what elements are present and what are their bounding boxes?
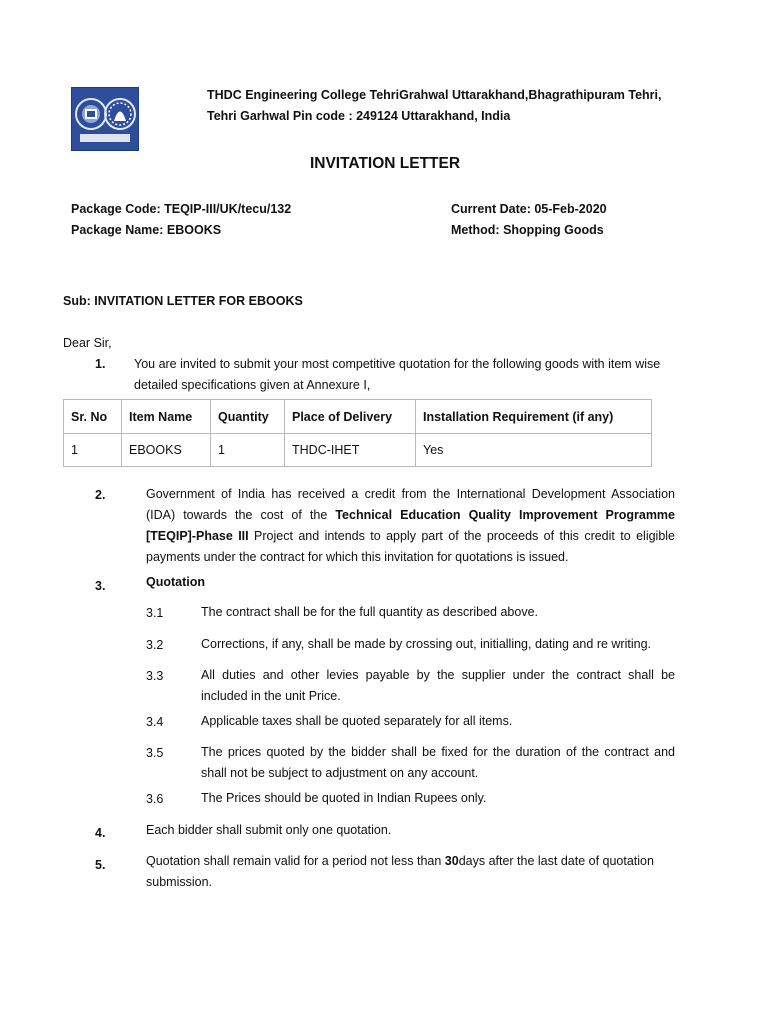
package-code: Package Code: TEQIP-III/UK/tecu/132 <box>71 202 292 216</box>
item-1-line-1: You are invited to submit your most competitive quotation for the following goods with item wise <box>134 357 661 371</box>
subitem-number: 3.6 <box>146 792 164 806</box>
item-number-2: 2. <box>95 488 106 502</box>
salutation: Dear Sir, <box>63 336 112 350</box>
item-number-1: 1. <box>95 357 106 371</box>
subject-line: Sub: INVITATION LETTER FOR EBOOKS <box>63 294 303 308</box>
column-header-place-of-delivery: Place of Delivery <box>285 400 416 434</box>
subitem-text: The Prices should be quoted in Indian Rupees only. <box>201 791 487 805</box>
package-name: Package Name: EBOOKS <box>71 223 222 237</box>
quotation-heading: Quotation <box>146 575 206 589</box>
paragraph-2-text-a: Government of India has received a credit from the International Development Association (IDA) towards the cost of the <box>146 487 675 522</box>
page-title: INVITATION LETTER <box>309 155 461 172</box>
subitem-number: 3.4 <box>146 715 164 729</box>
column-header-installation: Installation Requirement (if any) <box>416 400 652 434</box>
procurement-method: Method: Shopping Goods <box>451 223 604 237</box>
paragraph-4: Each bidder shall submit only one quotation. <box>146 823 392 837</box>
table-row <box>64 434 652 467</box>
college-emblem-icon <box>71 87 139 151</box>
table-cell: Yes <box>416 434 652 467</box>
column-header-quantity: Quantity <box>211 400 285 434</box>
table-cell: 1 <box>64 434 122 467</box>
paragraph-2 <box>146 484 675 568</box>
table-cell: 1 <box>211 434 285 467</box>
column-header-item-name: Item Name <box>122 400 211 434</box>
paragraph-2-text-b: Project and intends to apply part of the proceeds of this credit to eligible payments under the contract for which this invitation for quotations is issued. <box>146 529 676 564</box>
header-line-1: THDC Engineering College TehriGrahwal Uttarakhand,Bhagrathipuram Tehri, <box>207 88 662 102</box>
table-cell: THDC-IHET <box>285 434 416 467</box>
item-number-5: 5. <box>95 858 106 872</box>
paragraph-5-text-b: days after the last date of quotation submission. <box>146 854 654 889</box>
subitem-number: 3.5 <box>146 746 164 760</box>
subitem-text: All duties and other levies payable by the supplier under the contract shall be included in the unit Price. <box>201 668 675 703</box>
programme-name: Technical Education Quality Improvement Programme [TEQIP]-Phase III <box>146 508 676 543</box>
paragraph-5-text-a: Quotation shall remain valid for a period not less than <box>146 854 445 868</box>
subitem-text: The prices quoted by the bidder shall be fixed for the duration of the contract and shall not be subject to adjustment on any account. <box>201 745 675 780</box>
subitem-number: 3.1 <box>146 606 164 620</box>
subitem-text: The contract shall be for the full quantity as described above. <box>201 605 538 619</box>
items-table <box>63 399 652 467</box>
item-number-4: 4. <box>95 826 106 840</box>
current-date: Current Date: 05-Feb-2020 <box>451 202 607 216</box>
item-1-line-2: detailed specifications given at Annexure I, <box>134 378 371 392</box>
paragraph-5 <box>146 851 675 893</box>
table-header-row <box>64 400 652 434</box>
item-number-3: 3. <box>95 579 106 593</box>
subitem-number: 3.3 <box>146 669 164 683</box>
header-line-2: Tehri Garhwal Pin code : 249124 Uttarakhand, India <box>207 109 511 123</box>
subitem-text: Applicable taxes shall be quoted separately for all items. <box>201 714 513 728</box>
column-header-sr-no: Sr. No <box>64 400 122 434</box>
subitem-number: 3.2 <box>146 638 164 652</box>
table-cell: EBOOKS <box>122 434 211 467</box>
validity-days: 30 <box>444 854 459 868</box>
subitem-text: Corrections, if any, shall be made by crossing out, initialling, dating and re writing. <box>201 637 651 651</box>
